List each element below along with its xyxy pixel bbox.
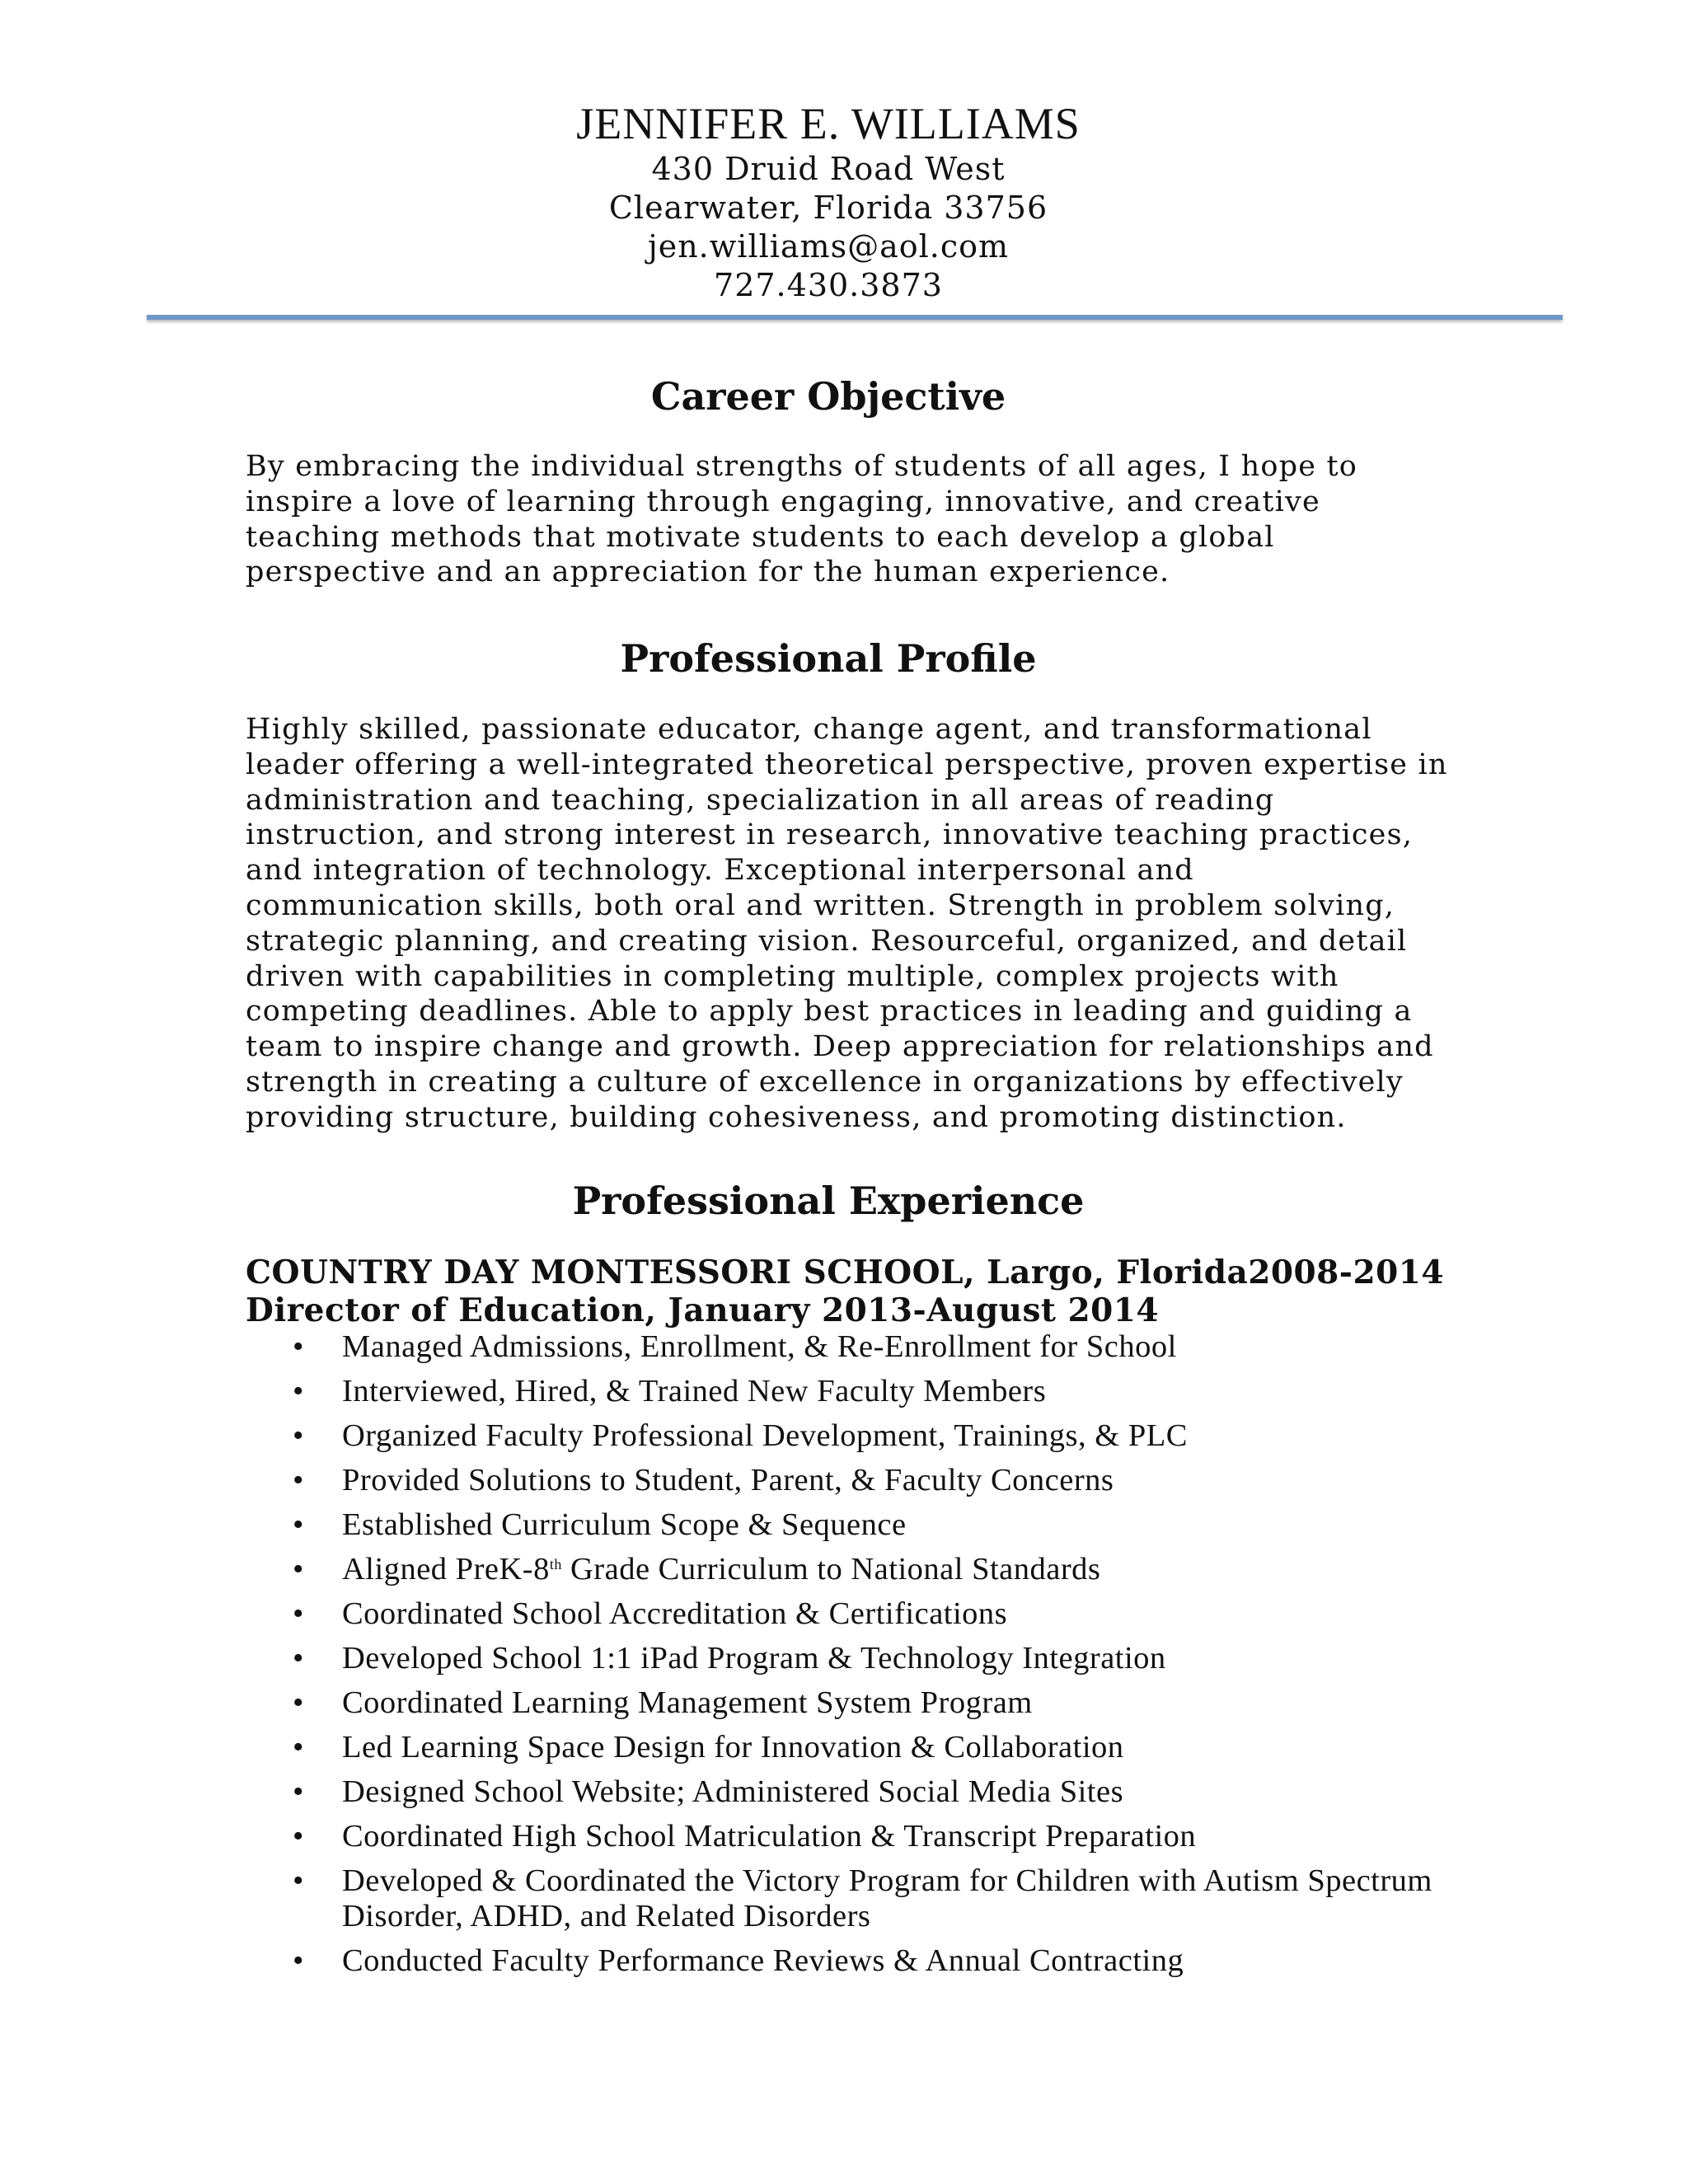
objective-line: By embracing the individual strengths of students of all ages, I hope to xyxy=(246,450,1357,483)
bullet-icon: • xyxy=(293,1774,304,1809)
profile-line: administration and teaching, specialization in all areas of reading xyxy=(246,783,1275,817)
bullet-icon: • xyxy=(293,1641,304,1675)
profile-line: competing deadlines. Able to apply best practices in leading and guiding a xyxy=(246,995,1413,1029)
duties-list xyxy=(293,1329,1479,1988)
employer-name: COUNTRY DAY MONTESSORI SCHOOL, Largo, Florida xyxy=(246,1254,1249,1291)
list-item: • Provided Solutions to Student, Parent, & Faculty Concerns xyxy=(293,1463,1114,1497)
objective-line: perspective and an appreciation for the human experience. xyxy=(246,555,1170,589)
phone-number: 727.430.3873 xyxy=(714,267,943,303)
list-item: • Coordinated School Accreditation & Certifications xyxy=(293,1596,1008,1631)
list-item: • Coordinated Learning Management System Program xyxy=(293,1685,1033,1720)
profile-line: team to inspire change and growth. Deep appreciation for relationships and xyxy=(246,1030,1434,1064)
profile-line: strategic planning, and creating vision. Resourceful, organized, and detail xyxy=(246,924,1408,958)
bullet-icon: • xyxy=(293,1596,304,1631)
profile-line: and integration of technology. Exceptional interpersonal and xyxy=(246,854,1194,888)
address-city: Clearwater, Florida 33756 xyxy=(608,190,1048,226)
list-item: • Managed Admissions, Enrollment, & Re-Enrollment for School xyxy=(293,1329,1177,1364)
list-item: • Organized Faculty Professional Development, Trainings, & PLC xyxy=(293,1418,1188,1453)
list-item: • Developed & Coordinated the Victory Program for Children with Autism Spectrum Disorder, ADHD, and Related Disorders xyxy=(293,1863,1432,1933)
superscript-duty: Aligned PreK-8th Grade Curriculum to National Standards xyxy=(342,1552,1101,1586)
bullet-icon: • xyxy=(293,1418,304,1453)
profile-line: driven with capabilities in completing multiple, complex projects with xyxy=(246,959,1339,993)
job-role: Director of Education, January 2013-August 2014 xyxy=(246,1291,1160,1329)
address-street: 430 Druid Road West xyxy=(651,151,1006,187)
email-address: jen.williams@aol.com xyxy=(647,228,1010,265)
list-item: • Led Learning Space Design for Innovation & Collaboration xyxy=(293,1730,1124,1765)
bullet-icon: • xyxy=(293,1943,304,1978)
bullet-icon: • xyxy=(293,1507,304,1542)
job-header xyxy=(246,1254,1445,1329)
bullet-icon: • xyxy=(293,1685,304,1720)
bullet-icon: • xyxy=(293,1730,304,1765)
profile-line: leader offering a well-integrated theoretical perspective, proven expertise in xyxy=(246,748,1448,781)
list-item: • Conducted Faculty Performance Reviews & Annual Contracting xyxy=(293,1943,1184,1978)
profile-line: providing structure, building cohesiveness, and promoting distinction. xyxy=(246,1100,1347,1134)
list-item: • Developed School 1:1 iPad Program & Technology Integration xyxy=(293,1641,1166,1675)
list-item: • Established Curriculum Scope & Sequence xyxy=(293,1507,907,1542)
objective-line: inspire a love of learning through engaging, innovative, and creative xyxy=(246,485,1320,518)
list-item xyxy=(293,1552,1479,1587)
professional-profile-text xyxy=(246,712,1449,1136)
professional-experience-heading: Professional Experience xyxy=(572,1179,1085,1223)
employment-years: 2008-2014 xyxy=(1248,1254,1445,1291)
profile-line: communication skills, both oral and written. Strength in problem solving, xyxy=(246,888,1395,922)
candidate-name: JENNIFER E. WILLIAMS xyxy=(576,99,1081,148)
list-item: • Designed School Website; Administered Social Media Sites xyxy=(293,1774,1124,1809)
bullet-icon: • xyxy=(293,1552,304,1586)
bullet-icon: • xyxy=(293,1863,304,1898)
bullet-icon: • xyxy=(293,1329,304,1364)
profile-line: Highly skilled, passionate educator, change agent, and transformational xyxy=(246,713,1372,746)
bullet-icon: • xyxy=(293,1819,304,1854)
career-objective-text xyxy=(246,449,1449,590)
objective-line: teaching methods that motivate students to each develop a global xyxy=(246,520,1275,554)
list-item: • Coordinated High School Matriculation & Transcript Preparation xyxy=(293,1819,1197,1854)
contact-header xyxy=(0,97,1657,305)
list-item: • Interviewed, Hired, & Trained New Faculty Members xyxy=(293,1374,1047,1408)
bullet-icon: • xyxy=(293,1463,304,1497)
header-divider xyxy=(147,315,1563,320)
bullet-icon: • xyxy=(293,1374,304,1408)
profile-line: strength in creating a culture of excellence in organizations by effectively xyxy=(246,1065,1404,1099)
profile-line: instruction, and strong interest in research, innovative teaching practices, xyxy=(246,818,1414,852)
career-objective-heading: Career Objective xyxy=(650,374,1006,419)
professional-profile-heading: Professional Profile xyxy=(620,636,1037,681)
